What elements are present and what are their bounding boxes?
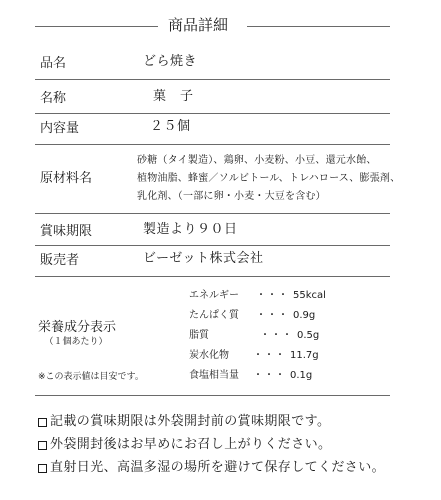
nutrition-name-salt: 食塩相当量 xyxy=(189,370,239,381)
value-seller: ビーゼット株式会社 xyxy=(143,251,264,266)
nutrition-dots-salt: ・・・ xyxy=(253,370,286,381)
nutrition-value-carbs: 11.7g xyxy=(290,350,319,361)
note-2 xyxy=(38,437,331,453)
nutrition-dots-fat: ・・・ xyxy=(260,330,293,341)
nutrition-name-protein: たんぱく質 xyxy=(189,310,239,321)
checkbox-icon xyxy=(38,441,47,450)
nutrition-value-energy: 55kcal xyxy=(293,290,326,301)
label-nutrition: 栄養成分表示 xyxy=(37,320,117,335)
label-content: 内容量 xyxy=(40,121,80,136)
note-3 xyxy=(38,460,385,476)
rule-1 xyxy=(35,79,390,80)
nutrition-footnote: ※この表示値は目安です。 xyxy=(38,372,144,382)
nutrition-value-fat: 0.5g xyxy=(297,330,320,341)
rule-6 xyxy=(35,276,390,277)
ingredients-line-2: 植物油脂、蜂蜜／ソルビトール、トレハロース、膨張剤、 xyxy=(137,173,401,184)
nutrition-sublabel: （１個あたり） xyxy=(44,337,108,347)
header-rule-right xyxy=(247,26,390,27)
nutrition-value-salt: 0.1g xyxy=(290,370,313,381)
value-name: 菓 子 xyxy=(153,89,194,104)
section-title: 商品詳細 xyxy=(168,16,229,34)
label-name: 名称 xyxy=(40,91,67,106)
rule-4 xyxy=(35,213,390,214)
header-rule-left xyxy=(35,26,158,27)
value-product-name: どら焼き xyxy=(143,54,198,69)
rule-3 xyxy=(35,144,390,145)
label-ingredients: 原材料名 xyxy=(40,171,93,186)
nutrition-name-fat: 脂質 xyxy=(189,330,209,341)
rule-5 xyxy=(35,245,390,246)
value-content: ２５個 xyxy=(150,119,191,134)
nutrition-name-carbs: 炭水化物 xyxy=(189,350,229,361)
label-expiry: 賞味期限 xyxy=(40,224,93,239)
ingredients-line-3: 乳化剤、（一部に卵・小麦・大豆を含む） xyxy=(137,191,326,202)
nutrition-value-protein: 0.9g xyxy=(293,310,316,321)
ingredients-line-1: 砂糖（タイ製造）、鶏卵、小麦粉、小豆、還元水飴、 xyxy=(137,155,377,166)
note-text: 直射日光、高温多湿の場所を避けて保存してください。 xyxy=(50,460,386,475)
note-text: 外袋開封後はお早めにお召し上がりください。 xyxy=(50,437,332,452)
rule-2 xyxy=(35,113,390,114)
note-1 xyxy=(38,414,330,430)
rule-7 xyxy=(35,395,390,396)
nutrition-dots-carbs: ・・・ xyxy=(253,350,286,361)
checkbox-icon xyxy=(38,464,47,473)
nutrition-name-energy: エネルギー xyxy=(189,290,239,301)
label-product-name: 品名 xyxy=(40,56,67,71)
nutrition-dots-protein: ・・・ xyxy=(256,310,289,321)
nutrition-dots-energy: ・・・ xyxy=(256,290,289,301)
checkbox-icon xyxy=(38,418,47,427)
label-seller: 販売者 xyxy=(40,253,80,268)
note-text: 記載の賞味期限は外袋開封前の賞味期限です。 xyxy=(50,414,331,429)
value-expiry: 製造より９０日 xyxy=(143,222,238,237)
